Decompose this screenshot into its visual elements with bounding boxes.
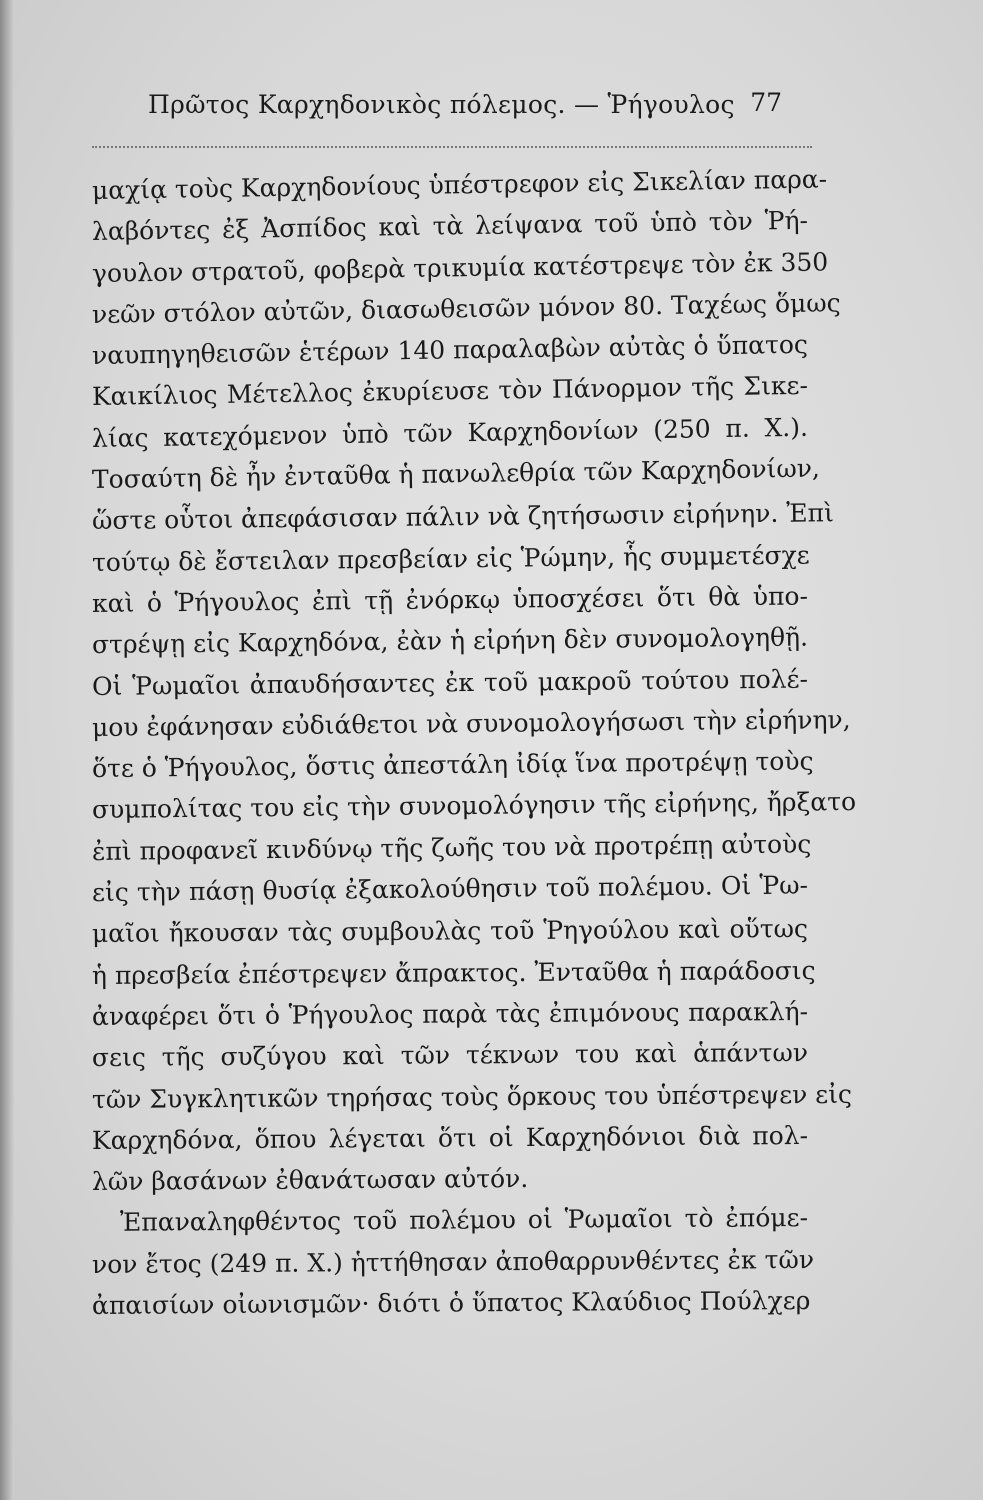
- page-binding-shadow: [0, 0, 14, 1500]
- text-line: λῶν βασάνων ἐθανάτωσαν αὐτόν.: [91, 1164, 529, 1197]
- text-line: εἰς τὴν πάσῃ θυσίᾳ ἐξακολούθησιν τοῦ πολέμου. Οἱ Ῥω-: [91, 870, 809, 908]
- page-header: [148, 90, 788, 130]
- text-line: Καρχηδόνα, ὅπου λέγεται ὅτι οἱ Καρχηδόνιοι διὰ πολ-: [91, 1120, 809, 1155]
- text-line: μου ἐφάνησαν εὐδιάθετοι νὰ συνομολογήσωσι τὴν εἰρήνην,: [91, 704, 851, 742]
- text-line: ναυπηγηθεισῶν ἑτέρων 140 παραλαβὼν αὐτὰς ὁ ὕπατος: [91, 329, 809, 371]
- text-line: ἀναφέρει ὅτι ὁ Ῥήγουλος παρὰ τὰς ἐπιμόνους παρακλή-: [91, 996, 809, 1031]
- text-line: νεῶν στόλον αὐτῶν, διασωθεισῶν μόνον 80. Ταχέως ὅμως: [91, 288, 841, 329]
- text-line: ὅτε ὁ Ῥήγουλος, ὅστις ἀπεστάλη ἰδίᾳ ἵνα προτρέψῃ τοὺς: [91, 746, 814, 784]
- text-line: Τοσαύτη δὲ ἦν ἐνταῦθα ἡ πανωλεθρία τῶν Καρχηδονίων,: [91, 453, 821, 495]
- text-line: καὶ ὁ Ῥήγουλος ἐπὶ τῇ ἐνόρκῳ ὑποσχέσει ὅτι θὰ ὑπο-: [91, 581, 809, 618]
- page-number: 77: [750, 88, 782, 117]
- text-line: μαῖοι ἤκουσαν τὰς συμβουλὰς τοῦ Ῥηγούλου καὶ οὕτως: [91, 914, 809, 949]
- text-line: συμπολίτας του εἰς τὴν συνομολόγησιν τῆς εἰρήνης, ἤρξατο: [91, 787, 857, 825]
- text-line: γουλον στρατοῦ, φοβερὰ τρικυμία κατέστρεψε τὸν ἐκ 350: [91, 247, 829, 288]
- text-line: τούτῳ δὲ ἔστειλαν πρεσβείαν εἰς Ῥώμην, ἧς συμμετέσχε: [91, 540, 810, 577]
- text-line: ἡ πρεσβεία ἐπέστρεψεν ἄπρακτος. Ἐνταῦθα ἡ παράδοσις: [91, 955, 816, 990]
- body-text: [91, 164, 857, 1326]
- text-line: σεις τῆς συζύγου καὶ τῶν τέκνων του καὶ ἁπάντων: [91, 1038, 809, 1073]
- text-line: λαβόντες ἐξ Ἀσπίδος καὶ τὰ λείψανα τοῦ ὑπὸ τὸν Ῥή-: [91, 206, 809, 247]
- text-line: Καικίλιος Μέτελλος ἐκυρίευσε τὸν Πάνορμον τῆς Σικε-: [91, 371, 809, 412]
- text-line: Ἐπαναληφθέντος τοῦ πολέμου οἱ Ῥωμαῖοι τὸ ἐπόμε-: [119, 1203, 809, 1238]
- text-line: ὥστε οὗτοι ἀπεφάσισαν πάλιν νὰ ζητήσωσιν εἰρήνην. Ἐπὶ: [91, 498, 834, 536]
- text-line: νον ἔτος (249 π. Χ.) ἡττήθησαν ἀποθαρρυνθέντες ἐκ τῶν: [91, 1244, 815, 1279]
- text-line: ἐπὶ προφανεῖ κινδύνῳ τῆς ζωῆς του νὰ προτρέπῃ αὐτοὺς: [91, 829, 812, 866]
- text-line: Οἱ Ῥωμαῖοι ἀπαυδήσαντες ἐκ τοῦ μακροῦ τούτου πολέ-: [91, 664, 809, 701]
- text-line: μαχίᾳ τοὺς Καρχηδονίους ὑπέστρεφον εἰς Σικελίαν παρα-: [91, 164, 828, 205]
- text-line: τῶν Συγκλητικῶν τηρήσας τοὺς ὅρκους του ὑπέστρεψεν εἰς: [91, 1079, 853, 1114]
- text-line: ἀπαισίων οἰωνισμῶν· διότι ὁ ὕπατος Κλαύδιος Πούλχερ: [91, 1286, 811, 1321]
- text-line: στρέψῃ εἰς Καρχηδόνα, ἐὰν ἡ εἰρήνη δὲν συνομολογηθῇ.: [91, 622, 809, 660]
- running-title: Πρῶτος Καρχηδονικὸς πόλεμος. — Ῥήγουλος: [148, 90, 735, 119]
- header-dotted-rule: [92, 146, 812, 148]
- text-line: λίας κατεχόμενον ὑπὸ τῶν Καρχηδονίων (250 π. Χ.).: [91, 412, 809, 453]
